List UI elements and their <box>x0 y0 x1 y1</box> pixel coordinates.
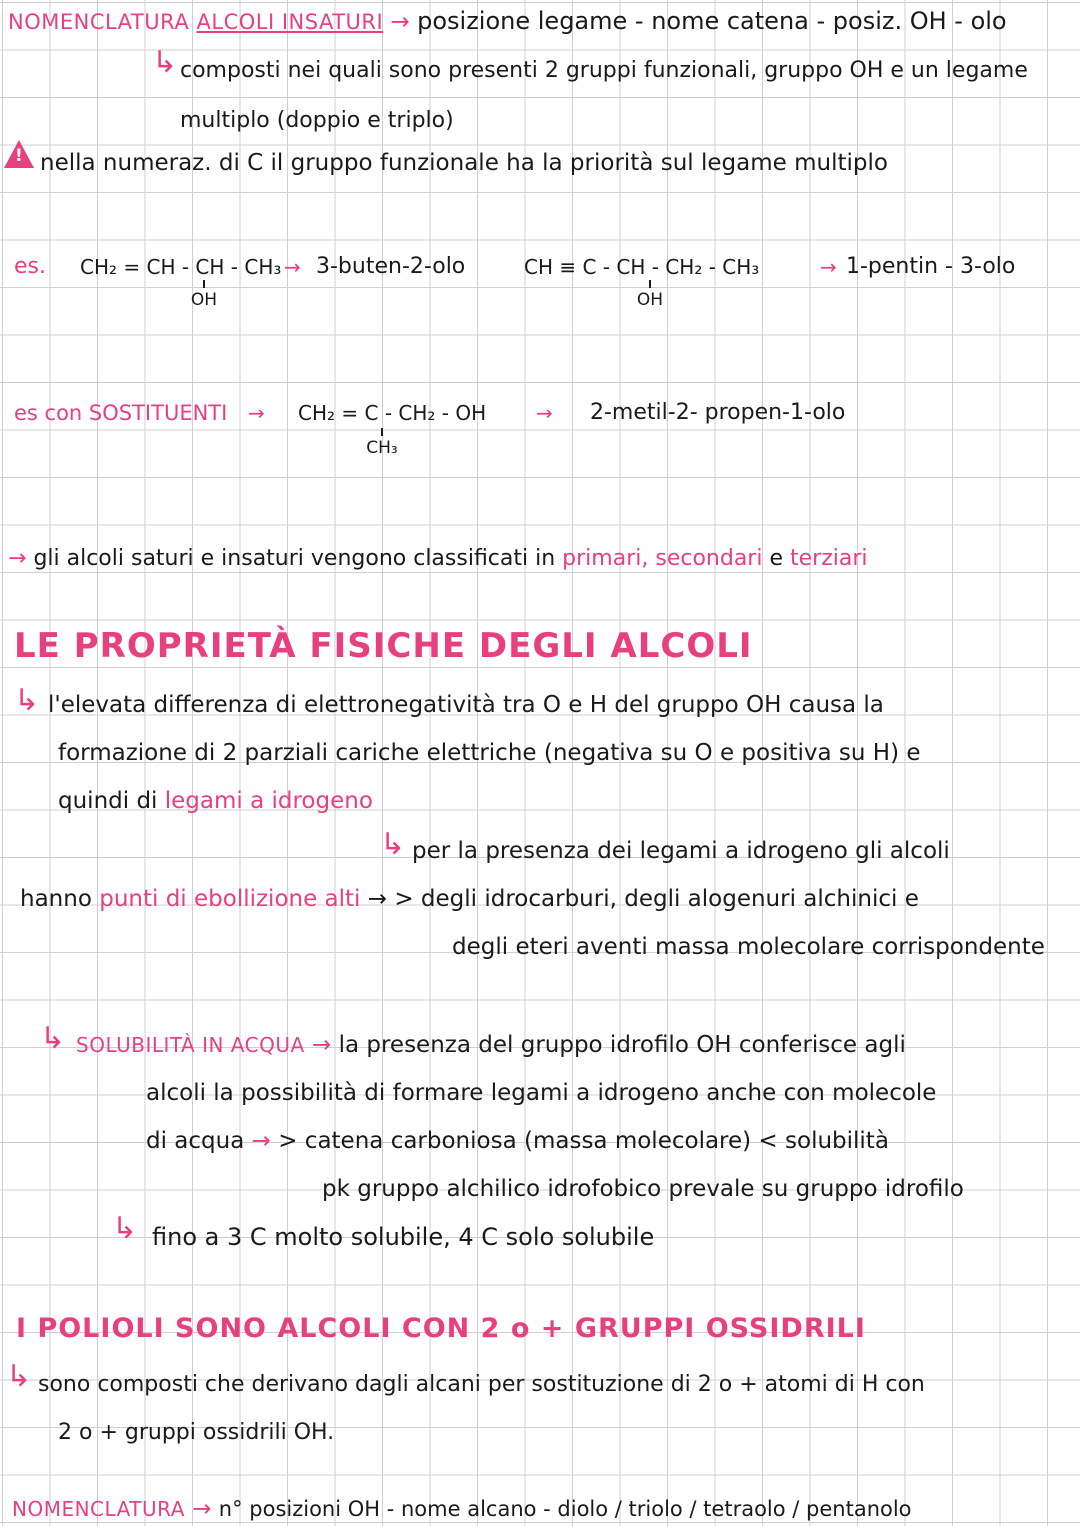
warning-text: nella numeraz. di C il gruppo funzionale ha la priorità sul legame multiplo <box>40 150 888 176</box>
alcoli-insaturi-title: ALCOLI INSATURI <box>196 10 384 34</box>
solubilita-line-1 <box>76 1030 906 1060</box>
example-1-name: 3-buten-2-olo <box>316 254 466 279</box>
classification-primari: primari, <box>562 546 649 571</box>
classification-secondari: secondari <box>655 546 763 571</box>
example-1-substituent <box>184 280 224 310</box>
polioli-title: I POLIOLI SONO ALCOLI CON 2 o + GRUPPI OSSIDRILI <box>16 1313 866 1344</box>
es-label: es. <box>14 254 46 279</box>
polioli-nomenclatura-rule: n° posizioni OH - nome alcano - diolo / triolo / tetraolo / pentanolo <box>218 1497 912 1521</box>
classification-terziari: terziari <box>790 546 868 571</box>
bond-line-icon <box>381 428 383 436</box>
polioli-nomenclatura-arrow: → <box>192 1496 212 1522</box>
polioli-line-2: 2 o + gruppi ossidrili OH. <box>58 1420 335 1445</box>
example-3-arrow-1: → <box>248 401 265 425</box>
definition-line-1: composti nei quali sono presenti 2 gruppi funzionali, gruppo OH e un legame <box>180 58 1028 83</box>
proprieta-p2-comparison: → > degli idrocarburi, degli alogenuri alchinici e <box>367 886 919 912</box>
solubilita-line-3 <box>146 1126 889 1156</box>
polioli-line-1: sono composti che derivano dagli alcani per sostituzione di 2 o + atomi di H con <box>38 1372 925 1397</box>
proprieta-p2-hanno: hanno <box>20 886 92 912</box>
solubilita-arrow: → <box>311 1032 332 1058</box>
example-2-name: 1-pentin - 3-olo <box>846 254 1016 279</box>
bond-line-icon <box>203 280 205 288</box>
example-3-formula: CH₂ = C - CH₂ - OH <box>298 401 487 425</box>
proprieta-p1-line-3-text: quindi di <box>58 788 158 814</box>
example-2-formula: CH ≡ C - CH - CH₂ - CH₃ <box>524 255 760 279</box>
hook-arrow-icon: ↳ <box>380 827 406 862</box>
polioli-nomenclatura-label: NOMENCLATURA <box>12 1497 185 1521</box>
proprieta-p1-line-2: formazione di 2 parziali cariche elettriche (negativa su O e positiva su H) e <box>58 740 921 766</box>
example-1-arrow: → <box>284 255 301 279</box>
example-3-arrow-2: → <box>536 401 553 425</box>
nomenclatura-header <box>8 6 1007 37</box>
solubilita-line-5: fino a 3 C molto solubile, 4 C solo solubile <box>152 1223 655 1251</box>
classification-line <box>8 544 868 574</box>
proprieta-p1-line-1: l'elevata differenza di elettronegatività tra O e H del gruppo OH causa la <box>48 692 884 718</box>
solubilita-label: SOLUBILITÀ IN ACQUA <box>76 1033 305 1057</box>
punti-ebollizione-highlight: punti di ebollizione alti <box>99 886 361 912</box>
solubilita-line-4: pk gruppo alchilico idrofobico prevale su gruppo idrofilo <box>322 1176 964 1202</box>
proprieta-p2-line-2 <box>20 884 919 914</box>
example-2-substituent <box>630 280 670 310</box>
solubilita-text-1: la presenza del gruppo idrofilo OH conferisce agli <box>338 1032 906 1058</box>
example-3-substituent <box>362 428 402 458</box>
example-3-name: 2-metil-2- propen-1-olo <box>590 400 846 425</box>
nomenclature-rule: posizione legame - nome catena - posiz. OH - olo <box>417 7 1007 35</box>
proprieta-p1-line-3 <box>58 786 373 816</box>
classification-text: gli alcoli saturi e insaturi vengono classificati in <box>33 546 556 571</box>
definition-line-2: multiplo (doppio e triplo) <box>180 108 454 133</box>
solubilita-acqua: di acqua <box>146 1128 245 1154</box>
polioli-nomenclatura <box>12 1494 912 1524</box>
hook-arrow-icon: ↳ <box>14 683 40 718</box>
solubilita-line-2: alcoli la possibilità di formare legami a idrogeno anche con molecole <box>146 1080 937 1106</box>
example-1-formula: CH₂ = CH - CH - CH₃ <box>80 255 282 279</box>
example-2-arrow: → <box>820 255 837 279</box>
hook-arrow-icon: ↳ <box>6 1359 32 1394</box>
proprieta-title: LE PROPRIETÀ FISICHE DEGLI ALCOLI <box>14 626 753 666</box>
proprieta-p2-line-1: per la presenza dei legami a idrogeno gli alcoli <box>412 838 950 864</box>
header-arrow: → <box>390 9 410 35</box>
warning-icon <box>4 140 34 168</box>
hook-arrow-icon: ↳ <box>112 1211 138 1246</box>
hook-arrow-icon: ↳ <box>40 1021 66 1056</box>
nomenclatura-label: NOMENCLATURA <box>8 10 190 34</box>
solubilita-arrow-2: → <box>251 1128 271 1154</box>
hook-arrow-icon: ↳ <box>152 45 178 80</box>
example-1-oh: OH <box>190 290 218 310</box>
es-sostituenti-label: es con SOSTITUENTI <box>14 401 228 425</box>
example-3-ch3: CH₃ <box>366 438 398 458</box>
example-2-oh: OH <box>636 290 664 310</box>
classification-e: e <box>769 546 784 571</box>
bond-line-icon <box>649 280 651 288</box>
classification-arrow: → <box>8 546 27 571</box>
solubilita-rule: > catena carboniosa (massa molecolare) < solubilità <box>278 1128 889 1154</box>
legami-idrogeno-highlight: legami a idrogeno <box>164 788 373 814</box>
proprieta-p2-line-3: degli eteri aventi massa molecolare corrispondente <box>452 934 1045 960</box>
